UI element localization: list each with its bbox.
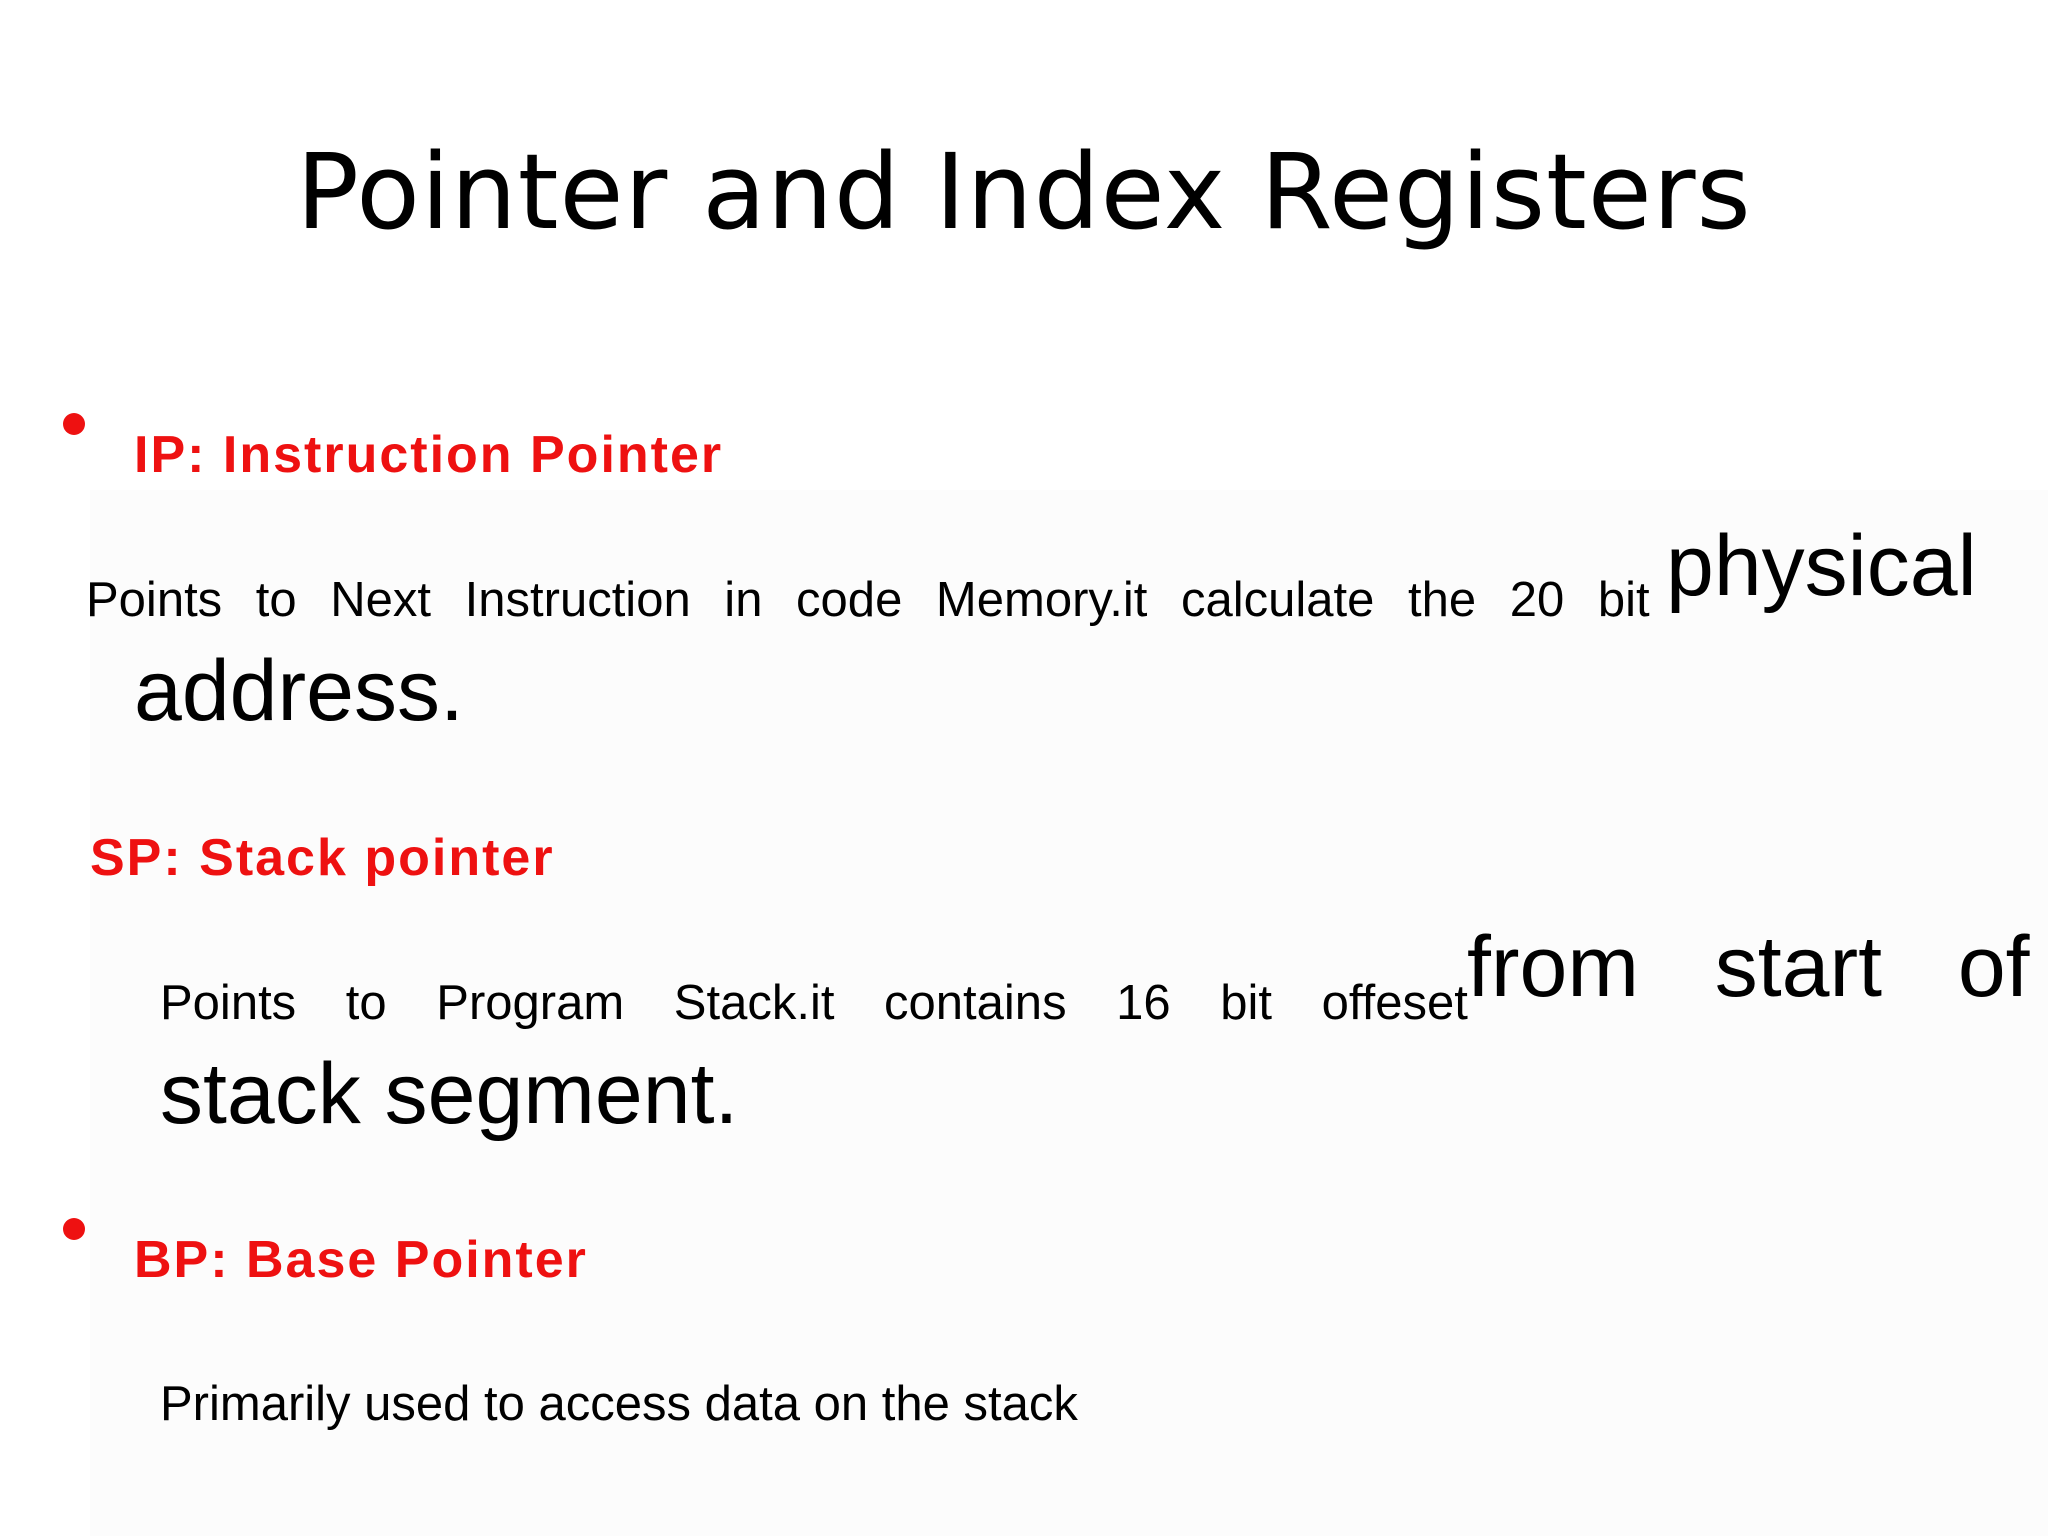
- section-heading-bp: BP: Base Pointer: [134, 1231, 588, 1289]
- bullet-icon: [63, 413, 85, 435]
- bp-description-line1: Primarily used to access data on the stack: [160, 1377, 1078, 1431]
- section-heading-ip: IP: Instruction Pointer: [134, 426, 724, 484]
- section-heading-sp: SP: Stack pointer: [90, 829, 555, 887]
- ip-description-line2: address.: [134, 643, 464, 739]
- sp-description-line2: stack segment.: [160, 1046, 739, 1142]
- ip-description-line1: Points to Next Instruction in code Memory.it calculate the 20 bit: [86, 573, 1650, 627]
- bullet-icon: [63, 1218, 85, 1240]
- slide-title: Pointer and Index Registers: [296, 131, 1752, 253]
- sp-description-tail: from start of: [1467, 919, 2030, 1015]
- ip-description-tail: physical: [1666, 518, 1977, 614]
- sp-description-line1: Points to Program Stack.it contains 16 bit offeset: [160, 976, 1468, 1030]
